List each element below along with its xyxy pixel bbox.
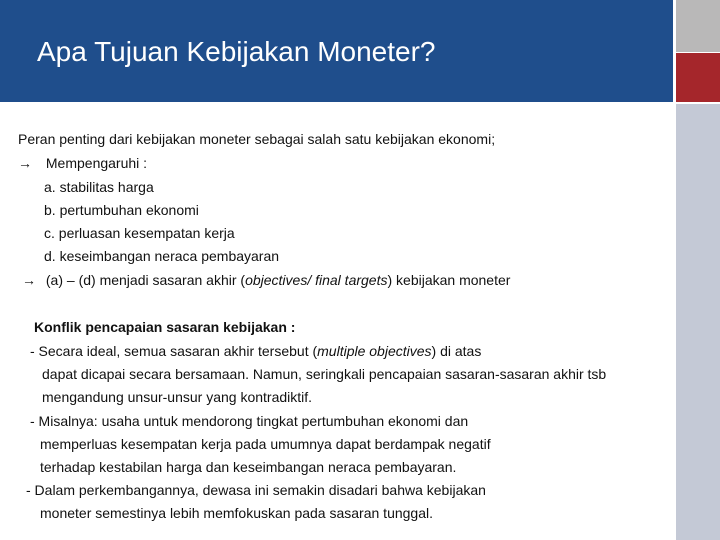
para3-line2: moneter semestinya lebih memfokuskan pada sasaran tunggal. (40, 505, 433, 521)
slide-title: Apa Tujuan Kebijakan Moneter? (37, 36, 436, 67)
list-item: c. perluasan kesempatan kerja (44, 225, 235, 241)
conflict-heading: Konflik pencapaian sasaran kebijakan : (34, 319, 296, 335)
targets-italic: objectives/ final targets (245, 272, 388, 288)
side-tile-gray-top (676, 0, 720, 52)
side-tile-red (676, 53, 720, 102)
para1-line2: dapat dicapai secara bersamaan. Namun, seringkali pencapaian sasaran-sasaran akhir tsb (42, 366, 607, 382)
arrow-right-icon: → (18, 155, 32, 171)
targets-suffix: ) kebijakan moneter (387, 272, 511, 288)
para2-line2: memperluas kesempatan kerja pada umumnya dapat berdampak negatif (40, 436, 491, 452)
para1-line1 (30, 342, 481, 360)
para1-line3: mengandung unsur-unsur yang kontradiktif. (42, 389, 313, 405)
para1-prefix: - Secara ideal, semua sasaran akhir tersebut ( (30, 343, 318, 359)
para2-line1: - Misalnya: usaha untuk mendorong tingkat pertumbuhan ekonomi dan (30, 413, 469, 429)
para2-line3: terhadap kestabilan harga dan keseimbangan neraca pembayaran. (40, 459, 457, 475)
arrow-right-icon: → (22, 272, 36, 288)
targets-line (22, 271, 510, 289)
list-item: d. keseimbangan neraca pembayaran (44, 248, 280, 264)
list-item: a. stabilitas harga (44, 179, 154, 195)
para3-line1: - Dalam perkembangannya, dewasa ini semakin disadari bahwa kebijakan (26, 482, 486, 498)
para1-italic: multiple objectives (317, 343, 432, 359)
side-decoration (676, 0, 720, 540)
para1-suffix: ) di atas (431, 343, 482, 359)
influence-label: Mempengaruhi : (45, 155, 148, 171)
side-tile-gray-bottom (676, 104, 720, 540)
list-item: b. pertumbuhan ekonomi (44, 202, 199, 218)
targets-prefix: (a) – (d) menjadi sasaran akhir ( (45, 272, 246, 288)
intro-text: Peran penting dari kebijakan moneter sebagai salah satu kebijakan ekonomi; (18, 131, 496, 147)
influence-line (18, 154, 147, 172)
